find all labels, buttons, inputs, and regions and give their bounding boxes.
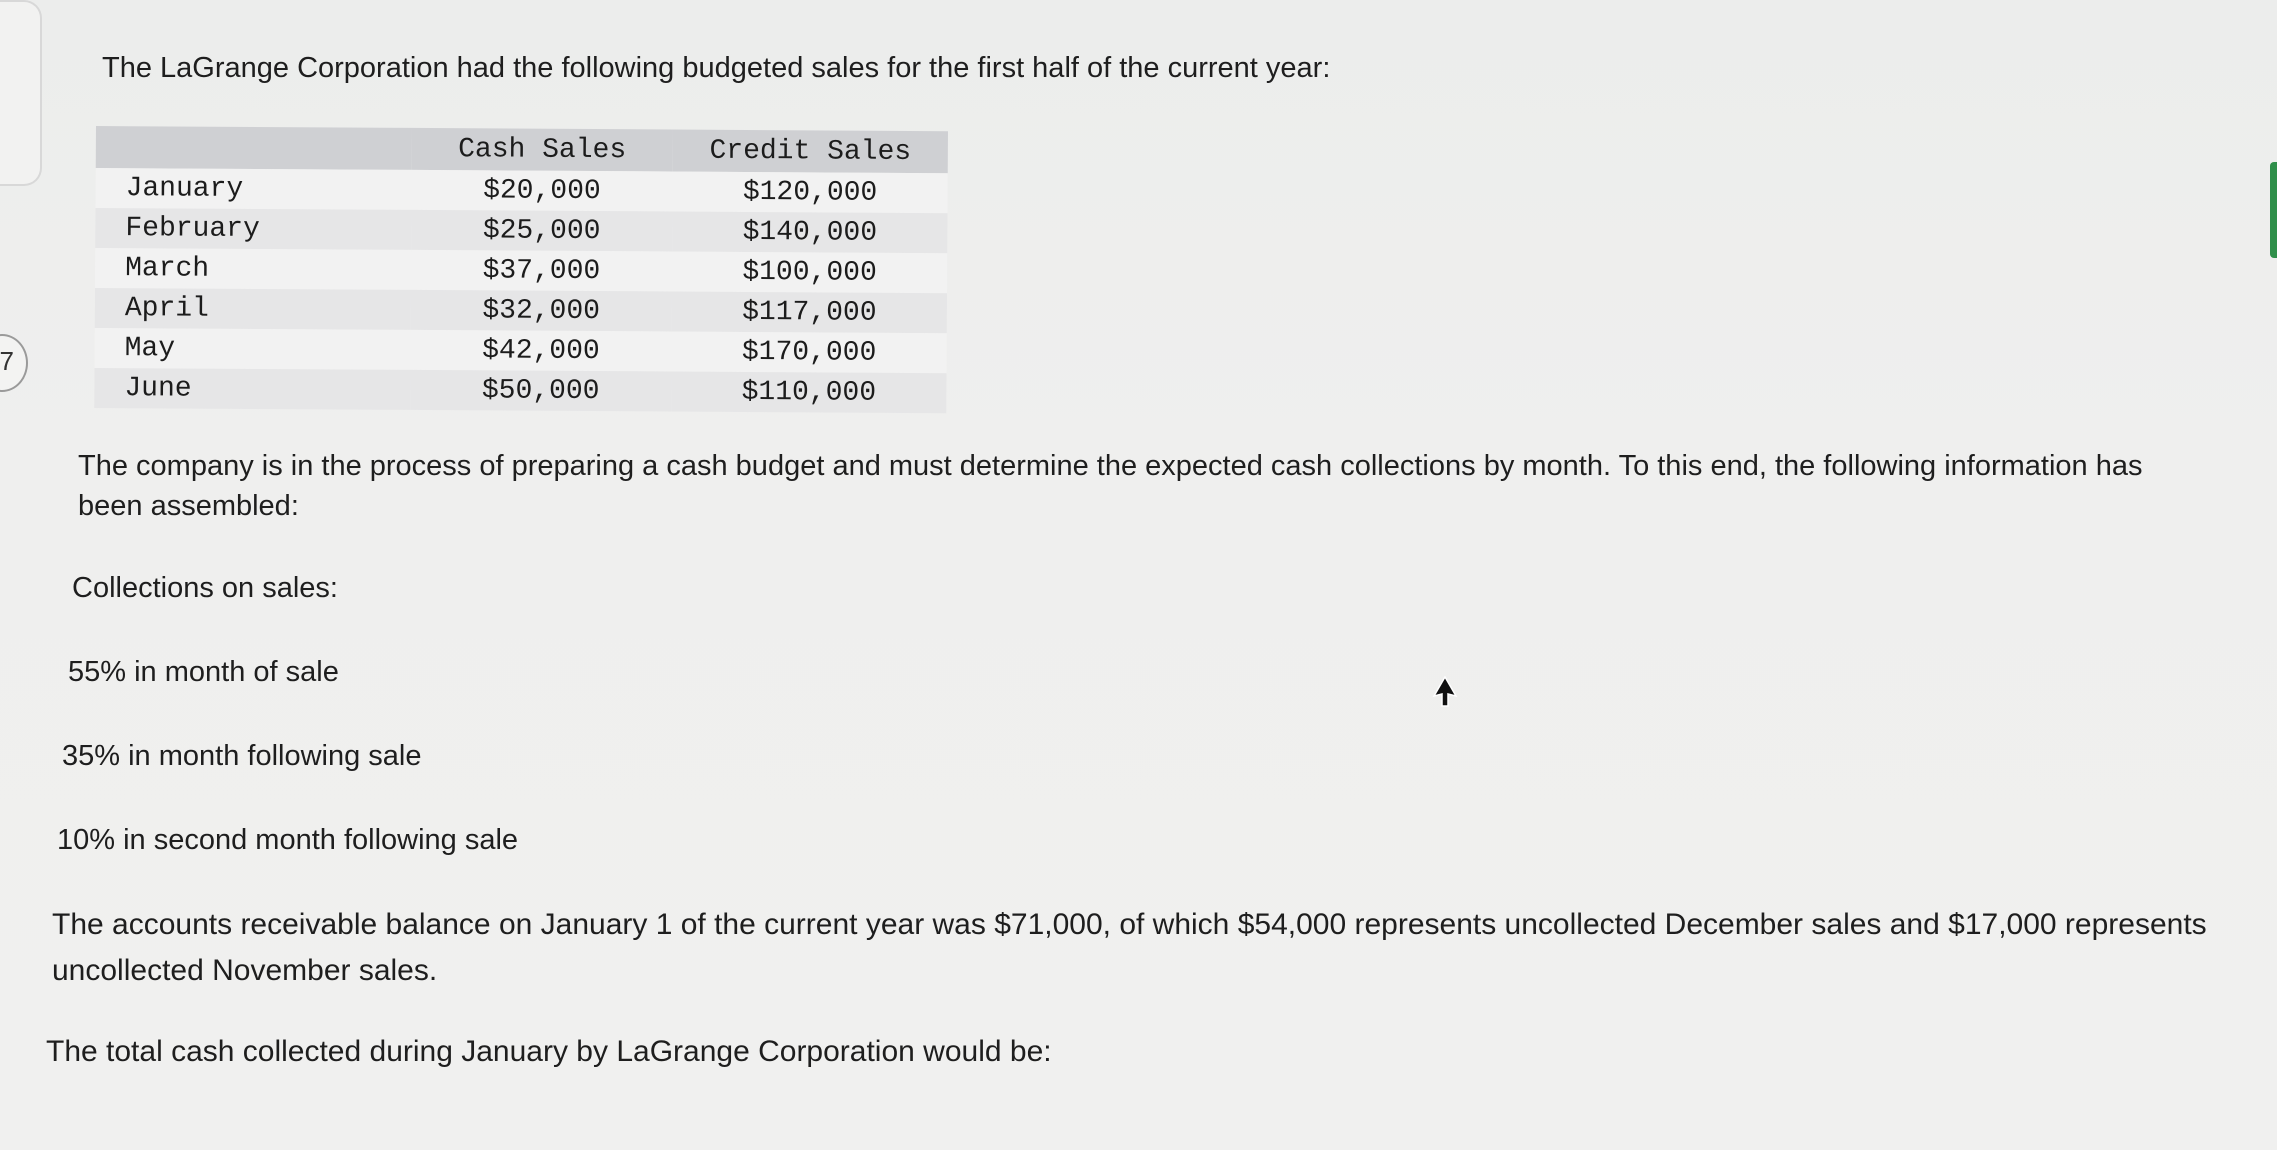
receivable-text: The accounts receivable balance on January 1 of the current year was $71,000, of which $54,000 represents uncollected December sales and $17,000 represents uncollected November sales. bbox=[52, 908, 2207, 987]
credit-cell: $100,000 bbox=[672, 252, 947, 294]
table-row bbox=[95, 328, 947, 373]
header-month bbox=[96, 126, 412, 170]
cash-cell: $42,000 bbox=[410, 330, 671, 372]
month-cell: January bbox=[95, 168, 411, 210]
header-credit-sales: Credit Sales bbox=[673, 130, 948, 174]
collections-heading: Collections on sales: bbox=[72, 572, 338, 604]
header-cash-sales: Cash Sales bbox=[411, 128, 672, 172]
collection-rule: 55% in month of sale bbox=[68, 656, 339, 688]
cash-cell: $20,000 bbox=[411, 170, 672, 212]
cash-cell: $50,000 bbox=[410, 370, 671, 412]
table-row bbox=[94, 368, 946, 413]
process-text: The company is in the process of preparing a cash budget and must determine the expected cash collections by month. To this end, the following information has been assembled: bbox=[78, 450, 2143, 522]
step-marker[interactable] bbox=[0, 334, 28, 392]
credit-cell: $120,000 bbox=[672, 172, 947, 214]
month-cell: March bbox=[95, 248, 411, 290]
mouse-pointer-icon bbox=[1432, 676, 1458, 710]
question-text: The total cash collected during January by LaGrange Corporation would be: bbox=[46, 1035, 1052, 1068]
month-cell: April bbox=[95, 288, 411, 330]
cash-cell: $37,000 bbox=[411, 250, 672, 292]
credit-cell: $117,000 bbox=[672, 292, 947, 334]
table-row bbox=[95, 248, 947, 293]
window-edge bbox=[0, 0, 42, 186]
month-cell: May bbox=[95, 328, 411, 370]
step-number: 7 bbox=[0, 346, 14, 376]
credit-cell: $110,000 bbox=[671, 372, 946, 414]
credit-cell: $140,000 bbox=[672, 212, 947, 254]
month-cell: June bbox=[94, 368, 410, 410]
collection-rule: 10% in second month following sale bbox=[57, 824, 519, 856]
accent-bar bbox=[2270, 162, 2277, 258]
sales-table bbox=[94, 126, 948, 413]
month-cell: February bbox=[95, 208, 411, 250]
intro-text: The LaGrange Corporation had the following budgeted sales for the first half of the current year: bbox=[102, 52, 1331, 84]
cash-cell: $32,000 bbox=[410, 290, 671, 332]
collection-rule: 35% in month following sale bbox=[62, 740, 422, 772]
cash-cell: $25,000 bbox=[411, 210, 672, 252]
table-row bbox=[95, 288, 947, 333]
credit-cell: $170,000 bbox=[671, 332, 946, 374]
table-header-row bbox=[96, 126, 948, 173]
table-row bbox=[95, 208, 947, 253]
table-row bbox=[95, 168, 947, 213]
